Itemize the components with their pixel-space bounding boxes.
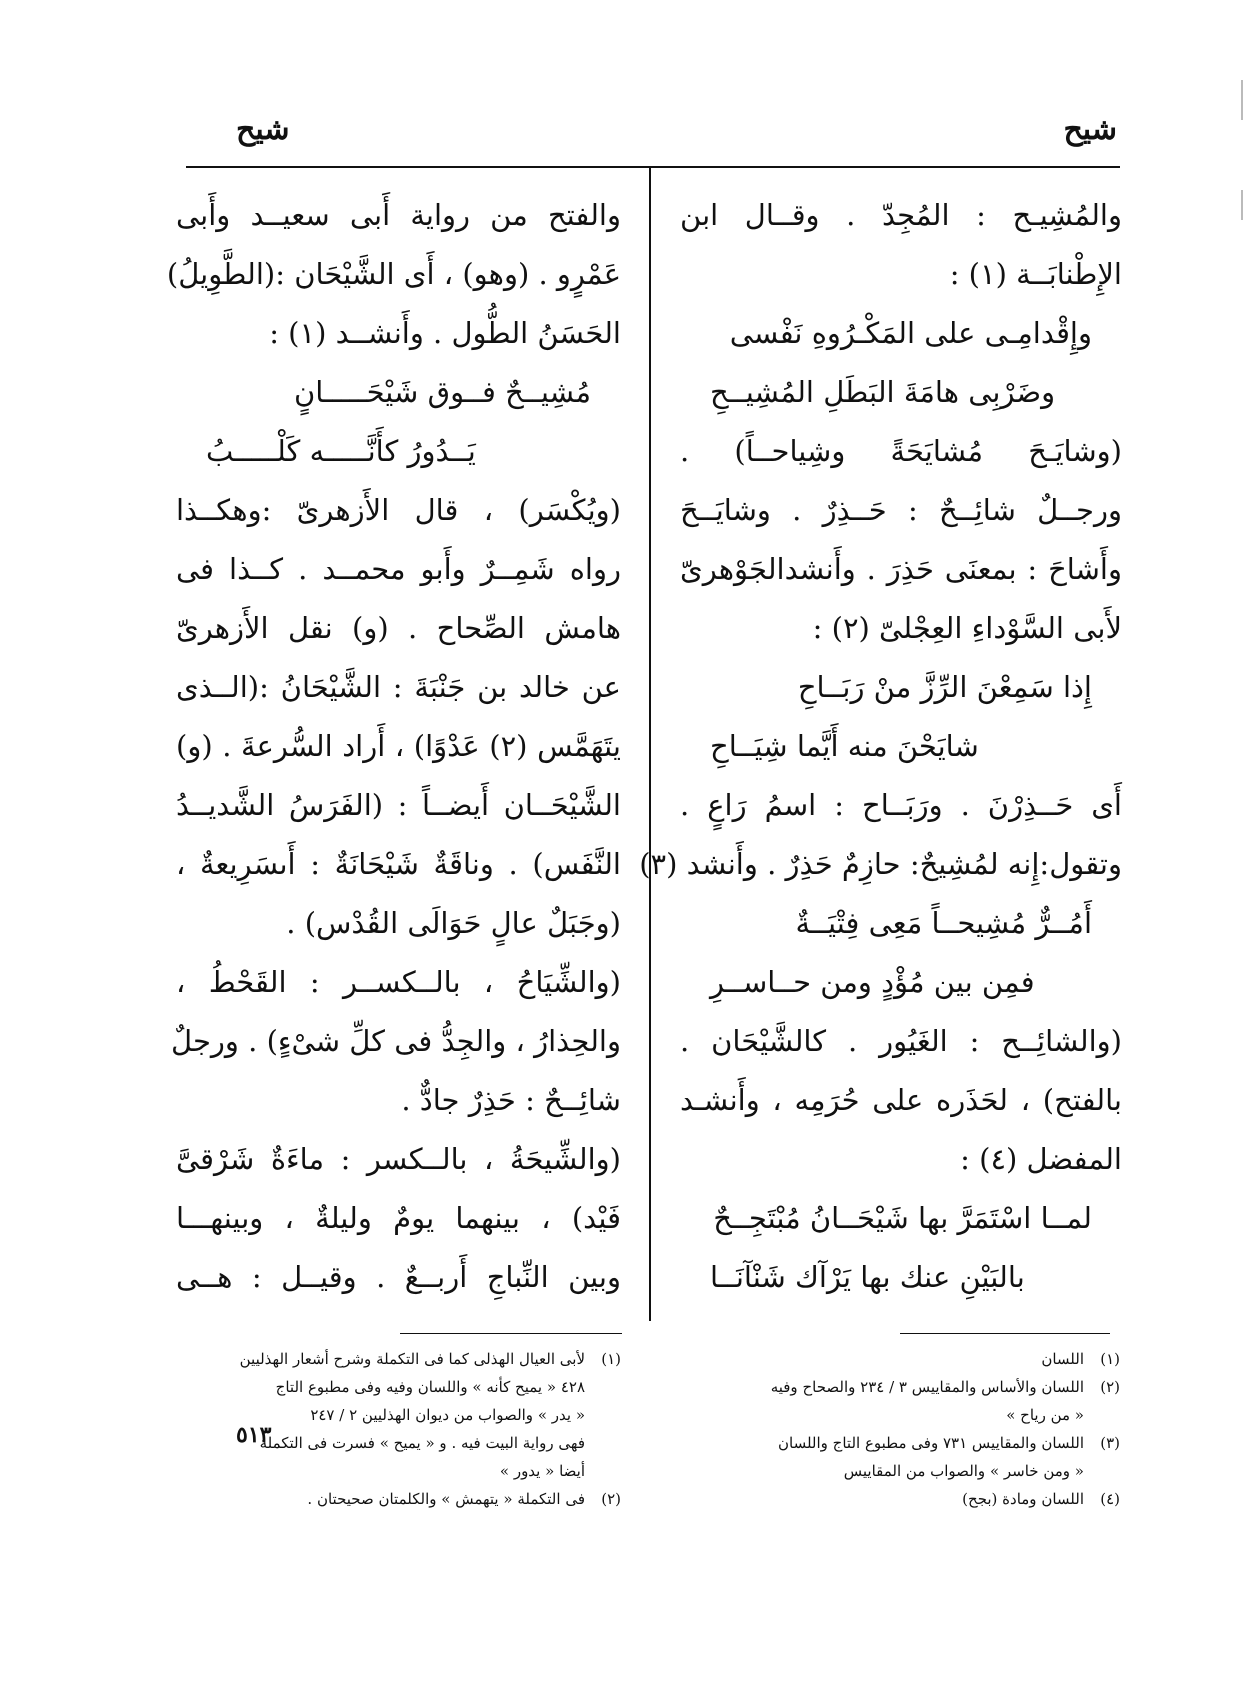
- text-line: فَيْد) ، بينهما يومٌ وليلةٌ ، وبينهـــا: [176, 1201, 621, 1235]
- footnote: [690, 1373, 1120, 1401]
- text-line: والفتح من رواية أَبى سعيــد وأَبى: [176, 198, 621, 232]
- running-head-left: شيح: [236, 112, 290, 147]
- footnote-continuation: [176, 1457, 621, 1485]
- right-column: [639, 186, 1122, 1316]
- footnote-text: اللسان والمقاييس ٧٣١ وفى مطبوع التاج واللسان: [777, 1434, 1084, 1452]
- footnote: [176, 1345, 621, 1373]
- verse-line: يَــدُورُ كأَنَّـــــه كَلْـــــبُ: [206, 434, 476, 468]
- verse-line: وإِقْدامِـى على المَكْـرُوهِ نَفْسى: [729, 316, 1092, 350]
- footnote-text: فى التكملة « يتهمش » والكلمتان صحيحتان .: [307, 1490, 585, 1508]
- footnote-number: (٢): [601, 1490, 621, 1508]
- text-line: (والشائِــح : الغَيُور . كالشَّيْحَان .: [680, 1024, 1122, 1058]
- verse-line: شايَحْنَ منه أَيَّما شِيَــاحِ: [710, 729, 979, 763]
- footnote-number: (١): [1100, 1350, 1120, 1368]
- column-divider: [649, 166, 651, 1321]
- footnote-number: (٤): [1100, 1490, 1120, 1508]
- verse-line: لمــا اسْتَمَرَّ بها شَيْحَــانُ مُبْتَجِــحٌ: [713, 1201, 1092, 1235]
- text-line: المفضل (٤) :: [960, 1142, 1122, 1176]
- text-line: النَّفَس) . وناقَةٌ شَيْحَانَةٌ : أَىسَرِيعةٌ ،: [176, 847, 621, 881]
- footnote: [176, 1485, 621, 1513]
- text-line: أَى حَــذِرْنَ . ورَبَــاح : اسمُ رَاعٍ .: [680, 788, 1122, 822]
- text-line: هامش الصِّحاح . (و) نقل الأَزهرىّ: [176, 611, 621, 645]
- footnote-text: أيضا « يدور »: [499, 1462, 585, 1480]
- scan-edge-mark: [1241, 80, 1243, 120]
- footnote-continuation: [690, 1401, 1120, 1429]
- text-line: (وشايَـحَ مُشايَحَةً وشِياحــاً) .: [680, 434, 1122, 468]
- footnote-text: « من رياح »: [1006, 1406, 1084, 1424]
- footnote-rule-left: [400, 1333, 622, 1334]
- text-line: ورجــلٌ شائِــحٌ : حَــذِرٌ . وشايَــحَ: [680, 493, 1122, 527]
- text-line: شائِــحٌ : حَذِرٌ جادٌّ .: [401, 1083, 621, 1117]
- text-line: بالفتح) ، لحَذَره على حُرَمِه ، وأَنشـد: [680, 1083, 1122, 1117]
- text-line: وتقول:إِنه لمُشِيحٌ: حازِمٌ حَذِرٌ . وأَنشد (٣): [639, 847, 1122, 881]
- footnote-text: اللسان: [1041, 1350, 1084, 1368]
- page-number: ٥١٣: [236, 1422, 272, 1448]
- verse-line: وضَرْبِى هامَةَ البَطَلِ المُشِيــحِ: [710, 375, 1056, 409]
- text-line: الحَسَنُ الطُّول . وأَنشــد (١) :: [269, 316, 621, 350]
- footnote-number: (٢): [1100, 1378, 1120, 1396]
- footnote-text: « يدر » والصواب من ديوان الهذليين ٢ / ٢٤٧: [310, 1406, 585, 1424]
- scan-edge-mark: [1241, 190, 1243, 220]
- footnote-text: لأبى العيال الهذلى كما فى التكملة وشرح أشعار الهذليين: [239, 1350, 585, 1368]
- text-line: وأَشاحَ : بمعنَى حَذِرَ . وأَنشدالجَوْهرىّ: [680, 552, 1122, 586]
- text-line: الشَّيْحَــان أَيضــاً : (الفَرَسُ الشَّديــدُ: [176, 788, 621, 822]
- verse-line: بالبَيْنِ عنك بها يَرْآك شَنْآنَــا: [710, 1260, 1025, 1294]
- text-line: رواه شَمِــرٌ وأَبو محمــد . كــذا فى: [176, 552, 621, 586]
- text-line: لأَبى السَّوْداءِ العِجْلىّ (٢) :: [812, 611, 1122, 645]
- running-head-right: شيح: [1063, 112, 1117, 147]
- footnote: [690, 1429, 1120, 1457]
- footnotes-right: [690, 1345, 1120, 1513]
- text-line: (ويُكْسَر) ، قال الأَزهرىّ :وهكــذا: [176, 493, 621, 527]
- footnote-continuation: [690, 1457, 1120, 1485]
- text-line: والحِذارُ ، والجِدُّ فى كلِّ شىْءٍ) . ورجلٌ: [171, 1024, 621, 1058]
- footnote: [690, 1345, 1120, 1373]
- footnote: [690, 1485, 1120, 1513]
- footnote-number: (٣): [1100, 1434, 1120, 1452]
- verse-line: إِذا سَمِعْنَ الرِّزَّ منْ رَبَــاحِ: [797, 670, 1092, 704]
- footnote-text: « ومن خاسر » والصواب من المقاييس: [843, 1462, 1084, 1480]
- text-line: (والشِّيَاحُ ، بالــكســر : القَحْطُ ،: [176, 965, 621, 999]
- footnote-number: (١): [601, 1350, 621, 1368]
- left-column: [166, 186, 621, 1316]
- footnote-text: اللسان والأساس والمقاييس ٣ / ٢٣٤ والصحاح وفيه: [770, 1378, 1084, 1396]
- footnote-text: اللسان ومادة (بجح): [962, 1490, 1084, 1508]
- verse-line: مُشِيــحٌ فــوق شَيْحَـــــانٍ: [293, 375, 591, 409]
- footnote-text: ٤٢٨ « يميح كأنه » واللسان وفيه وفى مطبوع التاج: [275, 1378, 585, 1396]
- text-line: عن خالد بن جَنْبَةَ : الشَّيْحَانُ :(الــذى: [176, 670, 621, 704]
- text-line: يتَهَمَّس (٢) عَدْوًا) ، أَراد السُّرعةَ . (و): [176, 729, 621, 763]
- verse-line: فمِن بين مُؤْدٍ ومن حــاســرِ: [710, 965, 1035, 999]
- text-line: (وجَبَلٌ عالٍ حَوَالَى القُدْس) .: [286, 906, 621, 940]
- footnote-continuation: [176, 1373, 621, 1401]
- text-line: الإِطْنابَــة (١) :: [949, 257, 1122, 291]
- text-line: والمُشِيـح : المُجِدّ . وقــال ابن: [680, 198, 1122, 232]
- verse-line: أَمُــرٌّ مُشِيحــاً مَعِى فِتْيَــةٌ: [795, 906, 1092, 940]
- header-rule: [186, 166, 1120, 168]
- text-line: (والشِّيحَةُ ، بالــكسر : ماءَةٌ شَرْقىَّ: [176, 1142, 621, 1176]
- text-line: عَمْرٍو . (وهو) ، أَى الشَّيْحَان :(الطَّوِيلُ): [166, 257, 621, 291]
- footnote-text: فهى رواية البيت فيه . و « يميح » فسرت فى التكملة: [259, 1434, 585, 1452]
- text-line: وبين النِّباجِ أَربــعٌ . وقيــل : هــى: [176, 1260, 621, 1294]
- footnote-rule-right: [900, 1333, 1110, 1334]
